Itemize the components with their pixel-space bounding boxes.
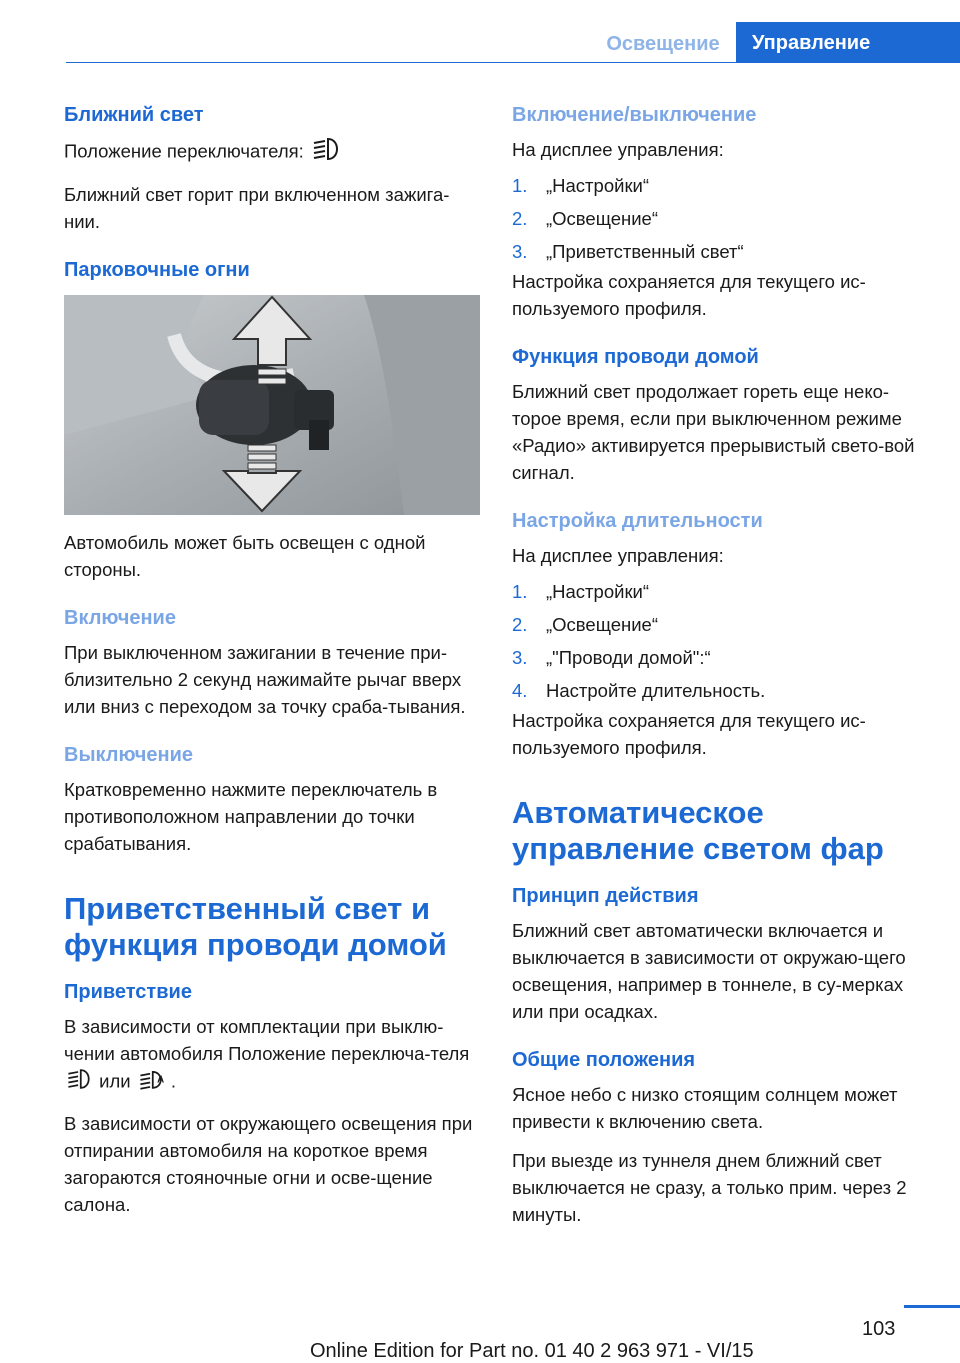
home-text: Ближний свет продолжает гореть еще неко-торое время, если при выключенном режиме «Радио» активируется прерывистый свето-вой сигнал. [512, 381, 915, 483]
duration-steps [512, 575, 932, 707]
low-beam-icon [309, 136, 343, 169]
list-item: 1. „Настройки“ [512, 581, 650, 602]
turn-signal-lever-photo [64, 295, 480, 515]
left-column [64, 100, 484, 1218]
duration-note: Настройка сохраняется для текущего ис-пользуемого профиля. [512, 710, 866, 758]
header-chapter-tab: Управление [736, 22, 960, 62]
list-item: 2. „Освещение“ [512, 614, 659, 635]
parking-title: Парковочные огни [64, 259, 250, 281]
greeting-title: Приветствие [64, 981, 192, 1003]
header-section-label: Освещение [606, 33, 720, 55]
list-item: 3. „"Проводи домой":“ [512, 647, 711, 668]
parking-text: Автомобиль может быть освещен с одной стороны. [64, 532, 426, 580]
home-title: Функция проводи домой [512, 346, 759, 368]
principle-text: Ближний свет автоматически включается и выключается в зависимости от окружаю-щего освещения, например в тоннеле, в су-мерках или при осадках. [512, 920, 906, 1022]
general-text-2: При выезде из туннеля днем ближний свет выключается не сразу, а только прим. через 2 минуты. [512, 1150, 907, 1225]
toggle-title: Включение/выключение [512, 104, 757, 126]
footer-rule [904, 1305, 960, 1308]
greeting-text-1-label: В зависимости от комплектации при выклю-чении автомобиля Положение переключа-теля [64, 1016, 470, 1064]
greeting-text-2: В зависимости от окружающего освещения при отпирании автомобиля на короткое время загораются стояночные огни и осве-щение салона. [64, 1113, 473, 1215]
duration-title: Настройка длительности [512, 510, 763, 532]
svg-text:A: A [156, 1074, 164, 1086]
edition-line: Online Edition for Part no. 01 40 2 963 971 - VI/15 [310, 1340, 754, 1362]
right-column [512, 100, 932, 1228]
duration-intro: На дисплее управления: [512, 545, 724, 566]
greeting-or: или [99, 1070, 131, 1092]
toggle-note: Настройка сохраняется для текущего ис-пользуемого профиля. [512, 271, 866, 319]
auto-headlight-icon [136, 1067, 166, 1098]
header-rule [66, 62, 960, 63]
off-text: Кратковременно нажмите переключатель в противоположном направлении до точки срабатывания. [64, 779, 438, 854]
auto-heading: Автоматическое управление светом фар [512, 795, 884, 866]
greeting-dot: . [170, 1070, 177, 1092]
low-beam-position-label: Положение переключателя: [64, 140, 304, 162]
low-beam-position [64, 136, 484, 169]
list-item: 3. „Приветственный свет“ [512, 241, 744, 262]
principle-title: Принцип действия [512, 885, 699, 907]
general-title: Общие положения [512, 1049, 696, 1071]
general-text-1: Ясное небо с низко стоящим солнцем может привести к включению света. [512, 1084, 898, 1132]
list-item: 2. „Освещение“ [512, 208, 659, 229]
list-item: 4. Настройте длительность. [512, 680, 766, 701]
list-item: 1. „Настройки“ [512, 175, 650, 196]
low-beam-text: Ближний свет горит при включенном зажига-нии. [64, 184, 450, 232]
on-text: При выключенном зажигании в течение при-близительно 2 секунд нажимайте рычаг вверх или вниз с переходом за точку сраба-тывания. [64, 642, 466, 717]
greeting-text-1 [64, 1013, 484, 1098]
off-title: Выключение [64, 744, 194, 766]
toggle-steps [512, 169, 932, 268]
low-beam-title: Ближний свет [64, 104, 204, 126]
welcome-heading: Приветственный свет и функция проводи домой [64, 891, 447, 962]
toggle-intro: На дисплее управления: [512, 139, 724, 160]
page-number: 103 [862, 1318, 896, 1340]
low-beam-icon [64, 1067, 94, 1098]
on-title: Включение [64, 607, 176, 629]
